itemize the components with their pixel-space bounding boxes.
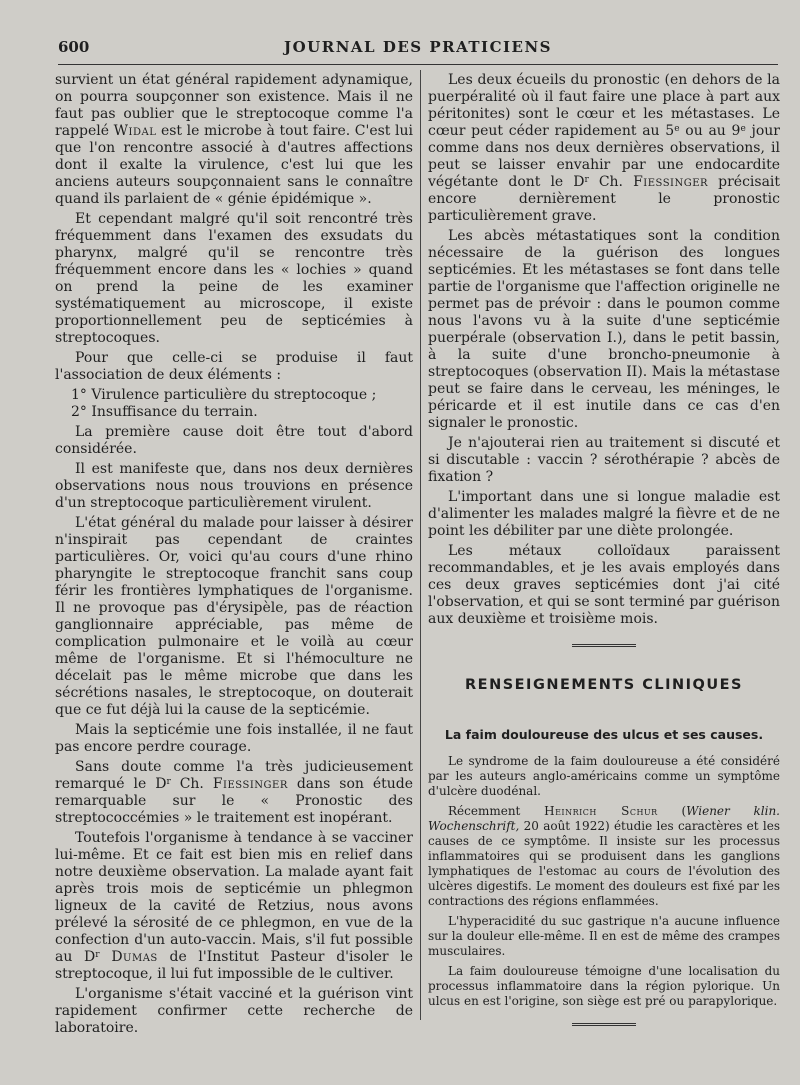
paragraph: Toutefois l'organisme à tendance à se vacciner lui-même. Et ce fait est bien mis en relief dans notre deuxième observation. La malade ayant fait après trois mois de septicémie un phlegmon ligneux de la cavité de Retzius, nous avons prélevé la sérosité de ce phlegmon, en vue de la confection d'un auto-vaccin. Mais, s'il fut possible au $D^r$ Dumas de l'Institut Pasteur d'isoler le streptocoque, il lui fut impossible de le cultiver. (55, 830, 414, 982)
paragraph: La première cause doit être tout d'abord considérée. (55, 424, 413, 457)
article-title: La faim douloureuse des ulcus et ses causes. (444, 727, 764, 742)
section-title: RENSEIGNEMENTS CLINIQUES (465, 677, 743, 693)
author-name: Dumas (111, 949, 158, 965)
paragraph: Les métaux colloïdaux paraissent recommandables, et je les avais employés dans ces deux graves septicémies dont j'ai cité l'observation, et qui se sont terminé par guérison aux deuxième et troisième mois. (428, 543, 780, 627)
paragraph: Le syndrome de la faim douloureuse a été considéré par les auteurs anglo-américains comme un symptôme d'ulcère duodénal. (428, 754, 780, 798)
article-body (428, 754, 780, 1009)
left-column (55, 72, 413, 1037)
paragraph: Mais la septicémie une fois installée, il ne faut pas encore perdre courage. (55, 722, 413, 755)
end-divider (572, 1023, 636, 1026)
right-column (428, 72, 780, 1026)
paragraph: Les abcès métastatiques sont la condition nécessaire de la guérison des longues septicémies. Et les métastases se font dans telle partie de l'organisme que l'affection originelle ne permet pas de prévoir : dans le poumon comme nous l'avons vu à la suite d'une septicémie puerpérale (observation I.), dans le petit bassin, à la suite d'une broncho-pneumonie à streptocoques (observation II). Mais la métastase peut se faire dans le cerveau, les méninges, le péricarde et il est inutile dans ce cas d'en signaler le pronostic. (428, 228, 780, 431)
author-name: Fiessinger (212, 776, 288, 792)
header-rule (58, 64, 778, 65)
list-item: 2° Insuffisance du terrain. (71, 404, 258, 420)
paragraph: Il est manifeste que, dans nos deux dernières observations nous nous trouvions en présence d'un streptocoque particulièrement virulent. (55, 461, 413, 511)
paragraph: Pour que celle-ci se produise il faut l'association de deux éléments : (55, 350, 413, 383)
paragraph: Sans doute comme l'a très judicieusement remarqué le $D^r$ Ch. Fiessinger dans son étude remarquable sur le « Pronostic des streptococcémies » le traitement est inopérant. (55, 759, 414, 826)
paragraph: Les deux écueils du pronostic (en dehors de la puerpéralité où il faut faire une place à part aux péritonites) sont le cœur et les métastases. Le cœur peut céder rapidement au 5e ou au 9e jour comme dans nos deux dernières observations, il peut se laisser envahir par une endocardite végétante dont le $D^r$ Ch. Fiessinger précisait encore dernièrement le pronostic particulièrement grave. (428, 72, 781, 224)
page-header (58, 38, 778, 60)
journal-reference: Wiener klin. Wochenschrift, (428, 804, 780, 833)
article-continuation (428, 72, 780, 628)
list-item: 1° Virulence particulière du streptocoque ; (71, 387, 377, 403)
page-number: 600 (58, 38, 90, 56)
paragraph: Récemment Heinrich Schur (Wiener klin. Wochenschrift, 20 août 1922) étudie les caractères et les causes de ce symptôme. Il insiste sur les processus inflammatoires qui se produisent dans les ganglions lymphatiques de l'estomac au cours de l'évolution des ulcères digestifs. Le moment des douleurs est fixé par les contractions des régions enflammées. (428, 804, 780, 908)
paragraph: L'organisme s'était vacciné et la guérison vint rapidement confirmer cette recherche de laboratoire. (55, 986, 413, 1036)
paragraph: survient un état général rapidement adynamique, on pourra soupçonner son existence. Mais il ne faut pas oublier que le streptocoque comme l'a rappelé Widal est le microbe à tout faire. C'est lui que l'on rencontre associé à d'autres affections dont il exalte la virulence, c'est lui que les anciens auteurs soupçonnaient sans le connaître quand ils parlaient de « génie épidémique ». (55, 72, 413, 207)
paragraph: Je n'ajouterai rien au traitement si discuté et si discutable : vaccin ? sérothérapie ? abcès de fixation ? (428, 435, 780, 485)
author-name: Fiessinger (633, 174, 709, 190)
column-divider (420, 70, 421, 1020)
author-name: Heinrich Schur (544, 804, 658, 818)
paragraph: Et cependant malgré qu'il soit rencontré très fréquemment dans l'examen des exsudats du pharynx, malgré qu'il se rencontre très fréquemment encore dans les « lochies » quand on prend la peine de les examiner systématiquement au microscope, il existe proportionnellement peu de septicémies à streptocoques. (55, 211, 413, 346)
section-divider (572, 644, 636, 647)
paragraph: La faim douloureuse témoigne d'une localisation du processus inflammatoire dans la région pylorique. Un ulcus en est l'origine, son siège est pré ou parapylorique. (428, 964, 780, 1008)
paragraph: L'important dans une si longue maladie est d'alimenter les malades malgré la fièvre et de ne point les débiliter par une diète prolongée. (428, 489, 780, 539)
author-name: Widal (113, 123, 157, 139)
paragraph: L'hyperacidité du suc gastrique n'a aucune influence sur la douleur elle-même. Il en est de même des crampes musculaires. (428, 914, 780, 958)
journal-title: JOURNAL DES PRATICIENS (284, 38, 552, 56)
paragraph: L'état général du malade pour laisser à désirer n'inspirait pas cependant de craintes particulières. Or, voici qu'au cours d'une rhino pharyngite le streptocoque franchit sans coup férir les frontières lymphatiques de l'organisme. Il ne provoque pas d'érysipèle, pas de réaction ganglionnaire appréciable, pas même de complication pulmonaire et le voilà au cœur même de l'organisme. Et si l'hémoculture ne décelait pas le même microbe que dans les sécrétions nasales, le streptocoque, on douterait que ce fut déjà lui la cause de la septicémie. (55, 515, 413, 718)
